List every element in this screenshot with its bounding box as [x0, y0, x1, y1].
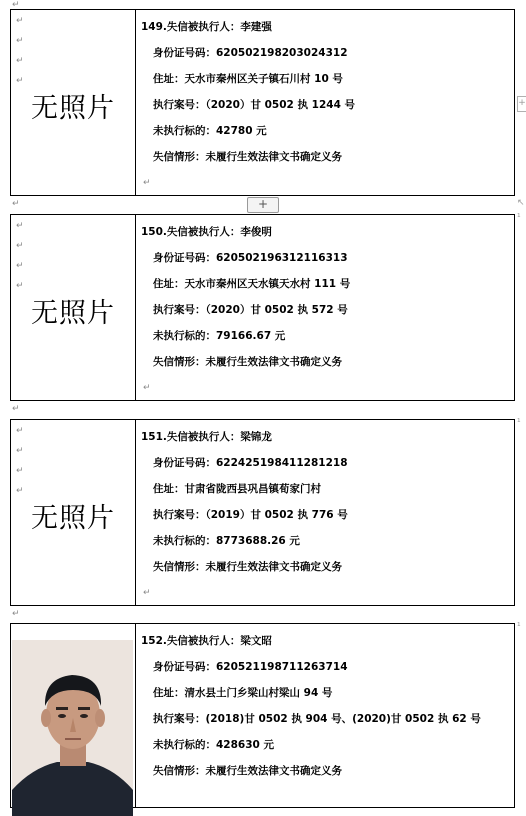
add-row-button[interactable]: +	[247, 197, 279, 213]
photo-cell	[11, 10, 136, 195]
record-card-152	[10, 623, 515, 808]
amount-label: 未执行标的：	[153, 330, 216, 342]
case-number-line	[153, 97, 355, 112]
address-label: 住址：	[153, 483, 185, 495]
cell-marker-icon: ¹	[517, 622, 521, 632]
amount-label: 未执行标的：	[153, 739, 216, 751]
cell-marker-icon: ¹	[517, 418, 521, 428]
id-number-line	[153, 45, 348, 60]
situation-line	[153, 354, 342, 369]
paragraph-mark: ↵	[16, 281, 24, 291]
address-label: 住址：	[153, 687, 185, 699]
case-number-value: （2020）甘 0502 执 1244 号	[205, 99, 356, 111]
record-card-151	[10, 419, 515, 606]
situation-value: 未履行生效法律文书确定义务	[205, 356, 342, 368]
situation-value: 未履行生效法律文书确定义务	[205, 561, 342, 573]
paragraph-mark: ↵	[16, 466, 24, 476]
paragraph-mark: ↵	[16, 76, 24, 86]
case-number-line	[153, 302, 348, 317]
address-value: 天水市秦州区天水镇天水村 111 号	[184, 278, 351, 290]
situation-line	[153, 559, 342, 574]
record-title: 150.失信被执行人：李俊明	[141, 226, 272, 238]
amount-value: 42780 元	[216, 125, 267, 137]
address-line	[153, 685, 332, 700]
case-label: 执行案号：	[153, 99, 206, 111]
paragraph-mark: ↵	[16, 446, 24, 456]
id-label: 身份证号码：	[153, 661, 216, 673]
paragraph-mark: ↵	[16, 221, 24, 231]
paragraph-mark: ↵	[12, 0, 20, 10]
situation-value: 未履行生效法律文书确定义务	[205, 765, 342, 777]
person-photo-icon	[12, 640, 133, 816]
situation-label: 失信情形：	[153, 356, 206, 368]
paragraph-mark: ↵	[16, 56, 24, 66]
paragraph-mark: ↵	[143, 178, 151, 188]
id-label: 身份证号码：	[153, 47, 216, 59]
photo-cell	[11, 215, 136, 400]
photo-cell	[11, 420, 136, 605]
address-line	[153, 71, 343, 86]
record-card-149	[10, 9, 515, 196]
case-label: 执行案号：	[153, 304, 206, 316]
id-number-value: 620521198711263714	[216, 661, 348, 673]
address-value: 天水市秦州区关子镇石川村 10 号	[184, 73, 343, 85]
case-label: 执行案号：	[153, 713, 206, 725]
amount-value: 79166.67 元	[216, 330, 286, 342]
amount-line	[153, 737, 274, 752]
record-title: 151.失信被执行人：梁锦龙	[141, 431, 272, 443]
address-label: 住址：	[153, 278, 185, 290]
situation-label: 失信情形：	[153, 765, 206, 777]
situation-label: 失信情形：	[153, 561, 206, 573]
id-label: 身份证号码：	[153, 252, 216, 264]
record-title: 149.失信被执行人：李建强	[141, 21, 272, 33]
paragraph-mark: ↵	[16, 426, 24, 436]
record-title: 152.失信被执行人：梁文昭	[141, 635, 272, 647]
paragraph-mark: ↵	[16, 16, 24, 26]
no-photo-label: 无照片	[31, 93, 115, 124]
amount-value: 428630 元	[216, 739, 274, 751]
situation-line	[153, 149, 342, 164]
id-number-line	[153, 250, 348, 265]
id-number-line	[153, 455, 348, 470]
person-photo	[12, 640, 133, 816]
paragraph-mark: ↵	[16, 36, 24, 46]
amount-line	[153, 328, 285, 343]
case-number-value: (2018)甘 0502 执 904 号、(2020)甘 0502 执 62 号	[205, 713, 481, 725]
paragraph-mark: ↵	[16, 261, 24, 271]
id-number-value: 620502198203024312	[216, 47, 348, 59]
address-value: 甘肃省陇西县巩昌镇荀家门村	[184, 483, 321, 495]
amount-value: 8773688.26 元	[216, 535, 300, 547]
address-label: 住址：	[153, 73, 185, 85]
photo-cell	[11, 624, 136, 807]
case-label: 执行案号：	[153, 509, 206, 521]
situation-line	[153, 763, 342, 778]
amount-label: 未执行标的：	[153, 125, 216, 137]
paragraph-mark: ↵	[12, 404, 20, 414]
paragraph-mark: ↵	[143, 383, 151, 393]
id-number-line	[153, 659, 348, 674]
amount-label: 未执行标的：	[153, 535, 216, 547]
paragraph-mark: ↵	[12, 199, 20, 209]
case-number-line	[153, 711, 481, 726]
amount-line	[153, 533, 300, 548]
no-photo-label: 无照片	[31, 503, 115, 534]
address-line	[153, 481, 321, 496]
id-number-value: 620502196312116313	[216, 252, 348, 264]
paragraph-mark: ↵	[16, 486, 24, 496]
situation-label: 失信情形：	[153, 151, 206, 163]
cell-marker-icon: ¹	[517, 213, 521, 223]
case-number-value: （2019）甘 0502 执 776 号	[205, 509, 348, 521]
address-line	[153, 276, 350, 291]
paragraph-mark: ↵	[12, 609, 20, 619]
no-photo-label: 无照片	[31, 298, 115, 329]
record-card-150	[10, 214, 515, 401]
paragraph-mark: ↵	[143, 588, 151, 598]
case-number-value: （2020）甘 0502 执 572 号	[205, 304, 348, 316]
add-column-handle[interactable]: +	[517, 96, 526, 112]
paragraph-mark: ↵	[16, 241, 24, 251]
situation-value: 未履行生效法律文书确定义务	[205, 151, 342, 163]
amount-line	[153, 123, 267, 138]
id-number-value: 622425198411281218	[216, 457, 348, 469]
id-label: 身份证号码：	[153, 457, 216, 469]
address-value: 清水县土门乡梁山村梁山 94 号	[184, 687, 333, 699]
resize-handle-icon[interactable]: ↖	[517, 198, 525, 208]
case-number-line	[153, 507, 348, 522]
